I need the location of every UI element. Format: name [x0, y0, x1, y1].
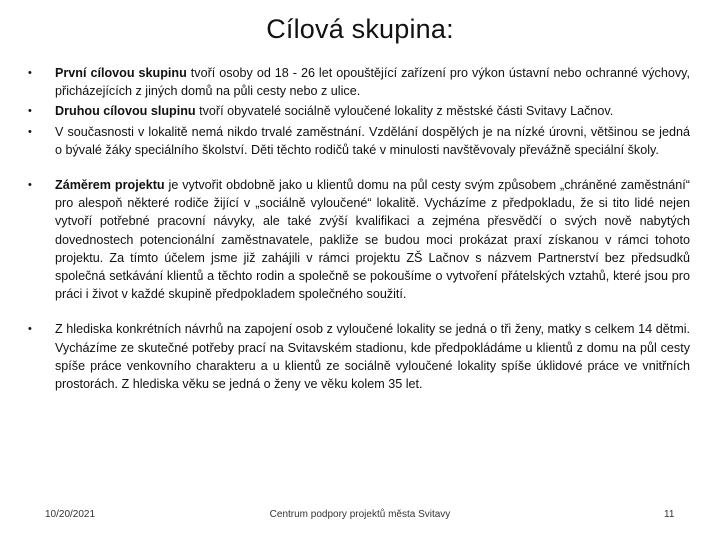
bullet-item: [28, 176, 690, 303]
bullet-text: V současnosti v lokalitě nemá nikdo trvalé zaměstnání. Vzdělání dospělých je na nízké úrovni, většinou se jedná o bývalé žáky speciálního školství. Děti těchto rodičů také v minulosti navštěvovaly převážně speciální školy.: [55, 124, 690, 157]
bullet-text: tvoří obyvatelé sociálně vyloučené lokality z městské části Svitavy Lačnov.: [195, 104, 614, 119]
bullet-list: [28, 64, 690, 393]
bullet-dot-icon: •: [28, 105, 32, 118]
bullet-bold: První cílovou skupinu: [55, 66, 187, 80]
bullet-dot-icon: •: [28, 125, 32, 138]
bullet-dot-icon: •: [28, 179, 32, 192]
bullet-text: Z hlediska konkrétních návrhů na zapojení osob z vyloučené lokality se jedná o tři ženy, matky s celkem 14 dětmi. Vycházíme ze skutečné potřeby prací na Svitavském stadionu, kde předpokládáme u klientů z domu na půl cesty spíše práce venkovního charakteru a u klientů ze sociálně vyloučené lokality spíše úklidové práce ve vnitřních prostorách. Z hlediska věku se jedná o ženy ve věku kolem 35 let.: [55, 322, 690, 392]
footer-page-number: 11: [664, 509, 675, 520]
footer-date: 10/20/2021: [45, 509, 96, 520]
footer-center: Centrum podpory projektů města Svitavy: [269, 509, 451, 520]
bullet-dot-icon: •: [28, 323, 32, 336]
page-title: Cílová skupina:: [266, 14, 454, 44]
bullet-item: [28, 64, 690, 100]
bullet-item: [28, 320, 690, 393]
bullet-item: [28, 102, 690, 120]
bullet-text: je vytvořit obdobně jako u klientů domu na půl cesty svým způsobem „chráněné zaměstnání“ pro alespoň některé rodiče žijící v „sociálně vyloučené“ lokalitě. Vycházíme z předpokladu, že si tito lidé nejen vytvoří potřebné pracovní návyky, ale také zvýší kvalifikaci a zejména přesvědčí o svých nově nabytých dovednostech potencionální zaměstnavatele, pakliže se budou moci prokázat praxí získanou v rámci tohoto projektu. Za tímto účelem jsme již zahájili v rámci projektu ZŠ Lačnov s názvem Partnerství bez předsudků společná setkávání klientů a těchto rodin a společně se pokoušíme o vytvoření přátelských vztahů, které jsou pro práci i život v každé skupině předpokladem společného soužití.: [55, 178, 690, 302]
bullet-item: [28, 123, 690, 159]
bullet-bold: Druhou cílovou slupinu: [55, 104, 196, 119]
bullet-dot-icon: •: [28, 67, 32, 79]
bullet-text: tvoří osoby od 18 - 26 let opouštějící zařízení pro výkon ústavní nebo ochranné výchovy, přicházejících z jiných domů na půli cesty nebo z ulice.: [55, 66, 690, 99]
bullet-bold: Záměrem projektu: [55, 178, 165, 193]
